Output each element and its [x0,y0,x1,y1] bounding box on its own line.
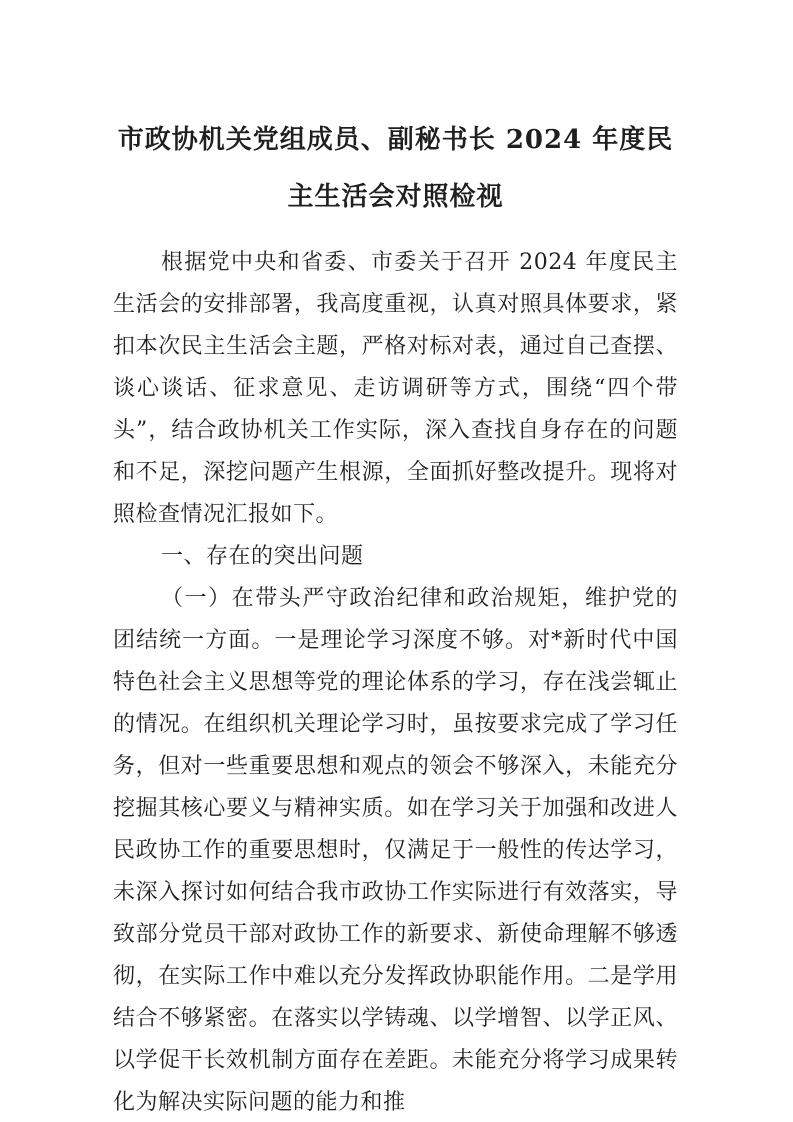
section-heading-1: 一、存在的突出问题 [161,544,364,569]
paragraph-intro: 根据党中央和省委、市委关于召开 2024 年度民主生活会的安排部署，我高度重视，认真对照具体要求，紧扣本次民主生活会主题，严格对标对表，通过自己查摆、谈心谈话、征求意见、走访调研等方式，围绕“四个带头”，结合政协机关工作实际，深入查找自身存在的问题和不足，深挖问题产生根源，全面抓好整改提升。现将对照检查情况汇报如下。 [113,250,678,527]
paragraph-subsection-1: （一）在带头严守政治纪律和政治规矩，维护党的团结统一方面。一是理论学习深度不够。对*新时代中国特色社会主义思想等党的理论体系的学习，存在浅尝辄止的情况。在组织机关理论学习时，虽按要求完成了学习任务，但对一些重要思想和观点的领会不够深入，未能充分挖掘其核心要义与精神实质。如在学习关于加强和改进人民政协工作的重要思想时，仅满足于一般性的传达学习，未深入探讨如何结合我市政协工作实际进行有效落实，导致部分党员干部对政协工作的新要求、新使命理解不够透彻，在实际工作中难以充分发挥政协职能作用。二是学用结合不够紧密。在落实以学铸魂、以学增智、以学正风、以学促干长效机制方面存在差距。未能充分将学习成果转化为解决实际问题的能力和推 [113,586,678,1115]
document-title: 市政协机关党组成员、副秘书长 2024 年度民主生活会对照检视 [117,125,674,212]
